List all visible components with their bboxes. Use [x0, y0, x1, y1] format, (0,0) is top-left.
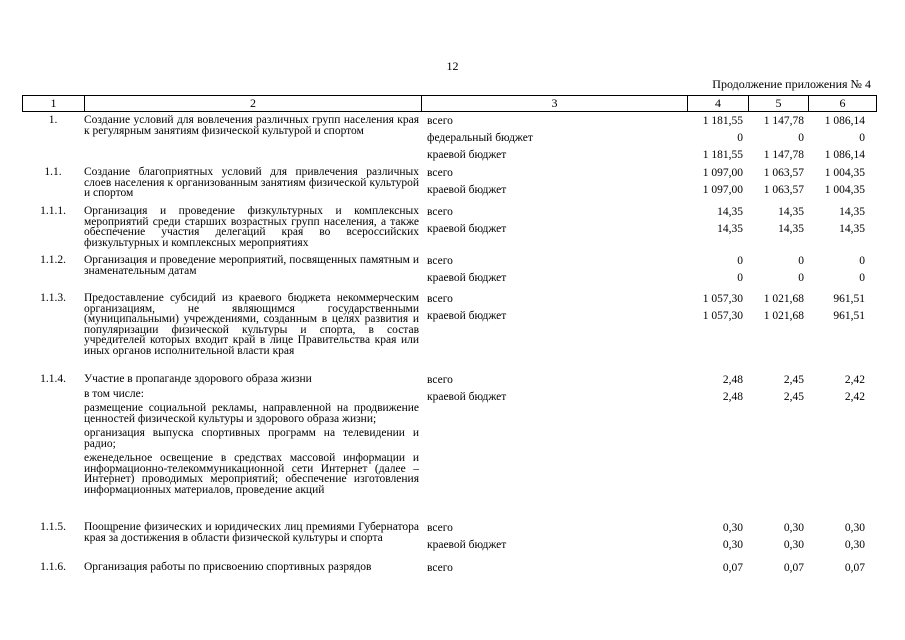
value-year-col6-cell	[808, 374, 865, 408]
value-year-col5: 0,07	[783, 562, 804, 574]
value-year-col4-cell	[687, 167, 743, 201]
funding-source: всего	[427, 522, 453, 534]
value-year-col6: 14,35	[839, 206, 865, 218]
funding-source: всего	[427, 562, 453, 574]
page-number: 12	[446, 59, 459, 73]
funding-sources	[427, 562, 687, 579]
value-year-col6: 1 086,14	[824, 149, 865, 161]
value-year-col5: 14,35	[778, 206, 804, 218]
column-header-2: 2	[85, 96, 422, 111]
value-year-col4-cell	[687, 562, 743, 579]
value-year-col6: 1 086,14	[824, 115, 865, 127]
value-year-col6: 2,42	[844, 391, 865, 403]
description-paragraph: Организация работы по присвоению спортивных разрядов	[84, 561, 372, 573]
value-year-col4: 14,35	[717, 206, 743, 218]
value-year-col5: 0	[798, 255, 804, 267]
funding-sources	[427, 293, 687, 327]
funding-source: всего	[427, 374, 453, 386]
value-year-col6: 961,51	[833, 293, 865, 305]
value-year-col4-cell	[687, 206, 743, 240]
row-description	[84, 167, 419, 203]
value-year-col6-cell	[808, 167, 865, 201]
funding-source: краевой бюджет	[427, 310, 507, 322]
value-year-col4-cell	[687, 522, 743, 556]
row-number: 1.	[48, 114, 58, 126]
row-number: 1.1.4.	[40, 373, 66, 385]
row-number: 1.1.6.	[40, 561, 66, 573]
funding-source: всего	[427, 255, 453, 267]
funding-source: всего	[427, 206, 453, 218]
description-paragraph: в том числе:	[84, 387, 144, 400]
value-year-col6-cell	[808, 562, 865, 579]
value-year-col6: 961,51	[833, 310, 865, 322]
funding-sources	[427, 115, 687, 166]
row-number: 1.1.2.	[40, 254, 66, 266]
value-year-col4: 2,48	[722, 391, 743, 403]
row-description	[84, 562, 419, 577]
value-year-col4: 0	[737, 132, 743, 144]
funding-sources	[427, 167, 687, 201]
value-year-col6: 0	[859, 255, 865, 267]
funding-source: всего	[427, 115, 453, 127]
description-paragraph: Организация и проведение физкультурных и комплексных мероприятий среди старших возрастных групп населения, а также обеспечение участия делегаций края во всероссийских физкультурных и комплексных мероприятиях	[84, 205, 419, 249]
value-year-col4: 1 097,00	[702, 167, 743, 179]
column-header-4: 4	[688, 96, 749, 111]
value-year-col5-cell	[748, 206, 804, 240]
value-year-col5: 1 021,68	[763, 310, 804, 322]
value-year-col4: 1 181,55	[702, 115, 743, 127]
value-year-col6-cell	[808, 206, 865, 240]
funding-source: краевой бюджет	[427, 272, 507, 284]
funding-sources	[427, 374, 687, 408]
value-year-col4: 0,07	[722, 562, 743, 574]
value-year-col4: 1 057,30	[702, 293, 743, 305]
description-paragraph: размещение социальной рекламы, направленной на продвижение ценностей физической культуры и здорового образа жизни;	[84, 402, 419, 425]
row-description	[84, 374, 419, 499]
value-year-col6: 0,30	[844, 539, 865, 551]
row-description	[84, 293, 419, 360]
funding-sources	[427, 522, 687, 556]
value-year-col4-cell	[687, 293, 743, 327]
description-paragraph: Участие в пропаганде здорового образа жизни	[84, 373, 312, 385]
value-year-col5: 2,45	[783, 374, 804, 386]
description-paragraph: организация выпуска спортивных программ на телевидении и радио;	[84, 427, 419, 450]
row-number: 1.1.1.	[40, 205, 66, 217]
value-year-col5-cell	[748, 167, 804, 201]
value-year-col5: 0	[798, 132, 804, 144]
row-description	[84, 115, 419, 140]
value-year-col4-cell	[687, 374, 743, 408]
column-header-1: 1	[23, 96, 85, 111]
value-year-col6: 0,07	[844, 562, 865, 574]
value-year-col5: 1 063,57	[763, 184, 804, 196]
value-year-col5-cell	[748, 293, 804, 327]
value-year-col5-cell	[748, 562, 804, 579]
column-header-3: 3	[422, 96, 688, 111]
value-year-col5: 0,30	[783, 522, 804, 534]
value-year-col4: 0,30	[722, 539, 743, 551]
value-year-col4: 1 057,30	[702, 310, 743, 322]
row-description	[84, 522, 419, 547]
value-year-col5-cell	[748, 255, 804, 289]
funding-source: федеральный бюджет	[427, 132, 533, 144]
funding-sources	[427, 255, 687, 289]
row-number: 1.1.5.	[40, 521, 66, 533]
funding-source: краевой бюджет	[427, 539, 507, 551]
value-year-col4-cell	[687, 255, 743, 289]
value-year-col4: 2,48	[722, 374, 743, 386]
value-year-col6-cell	[808, 255, 865, 289]
value-year-col5: 14,35	[778, 223, 804, 235]
column-header-6: 6	[839, 96, 846, 110]
value-year-col6: 14,35	[839, 223, 865, 235]
value-year-col6: 1 004,35	[824, 184, 865, 196]
value-year-col4: 1 181,55	[702, 149, 743, 161]
value-year-col6: 0	[859, 132, 865, 144]
funding-source: всего	[427, 167, 453, 179]
value-year-col4: 0	[737, 272, 743, 284]
description-paragraph: Создание условий для вовлечения различных групп населения края к регулярным занятиям физической культурой и спортом	[84, 114, 419, 137]
value-year-col6-cell	[808, 115, 865, 166]
description-paragraph: еженедельное освещение в средствах массовой информации и информационно-телекоммуникационной сети Интернет (далее – Интернет) проводимых мероприятий; обеспечение изготовления информационных материалов, проведение акций	[84, 452, 419, 496]
funding-source: краевой бюджет	[427, 184, 507, 196]
value-year-col5-cell	[748, 374, 804, 408]
value-year-col5-cell	[748, 115, 804, 166]
description-paragraph: Создание благоприятных условий для привлечения различных слоев населения к организованным занятиям физической культурой и спортом	[84, 166, 419, 199]
value-year-col6: 2,42	[844, 374, 865, 386]
value-year-col5: 0	[798, 272, 804, 284]
funding-source: краевой бюджет	[427, 149, 507, 161]
funding-sources	[427, 206, 687, 240]
value-year-col4: 1 097,00	[702, 184, 743, 196]
funding-source: краевой бюджет	[427, 223, 507, 235]
value-year-col5: 1 063,57	[763, 167, 804, 179]
value-year-col4: 0	[737, 255, 743, 267]
funding-source: всего	[427, 293, 453, 305]
row-number: 1.1.	[44, 166, 62, 178]
value-year-col5: 1 147,78	[763, 115, 804, 127]
funding-source: краевой бюджет	[427, 391, 507, 403]
value-year-col5: 2,45	[783, 391, 804, 403]
table-header	[22, 95, 877, 112]
value-year-col6-cell	[808, 522, 865, 556]
value-year-col4: 14,35	[717, 223, 743, 235]
row-description	[84, 206, 419, 252]
description-paragraph: Предоставление субсидий из краевого бюджета некоммерческим организациям, не являющимся государственными (муниципальными) учреждениями, созданным в целях развития и популяризации физической культуры и спорта, в состав учредителей которых входит край в лице Правительства края или иных органов исполнительной власти края	[84, 292, 419, 357]
value-year-col5-cell	[748, 522, 804, 556]
value-year-col4: 0,30	[722, 522, 743, 534]
value-year-col5: 0,30	[783, 539, 804, 551]
value-year-col6: 0,30	[844, 522, 865, 534]
value-year-col4-cell	[687, 115, 743, 166]
value-year-col6: 0	[859, 272, 865, 284]
value-year-col5: 1 147,78	[763, 149, 804, 161]
appendix-continuation: Продолжение приложения № 4	[712, 77, 871, 91]
description-paragraph: Поощрение физических и юридических лиц премиями Губернатора края за достижения в области физической культуры и спорта	[84, 521, 419, 544]
description-paragraph: Организация и проведение мероприятий, посвященных памятным и знаменательным датам	[84, 254, 419, 277]
value-year-col6: 1 004,35	[824, 167, 865, 179]
row-description	[84, 255, 419, 280]
column-header-5: 5	[749, 96, 809, 111]
value-year-col6-cell	[808, 293, 865, 327]
value-year-col5: 1 021,68	[763, 293, 804, 305]
row-number: 1.1.3.	[40, 292, 66, 304]
